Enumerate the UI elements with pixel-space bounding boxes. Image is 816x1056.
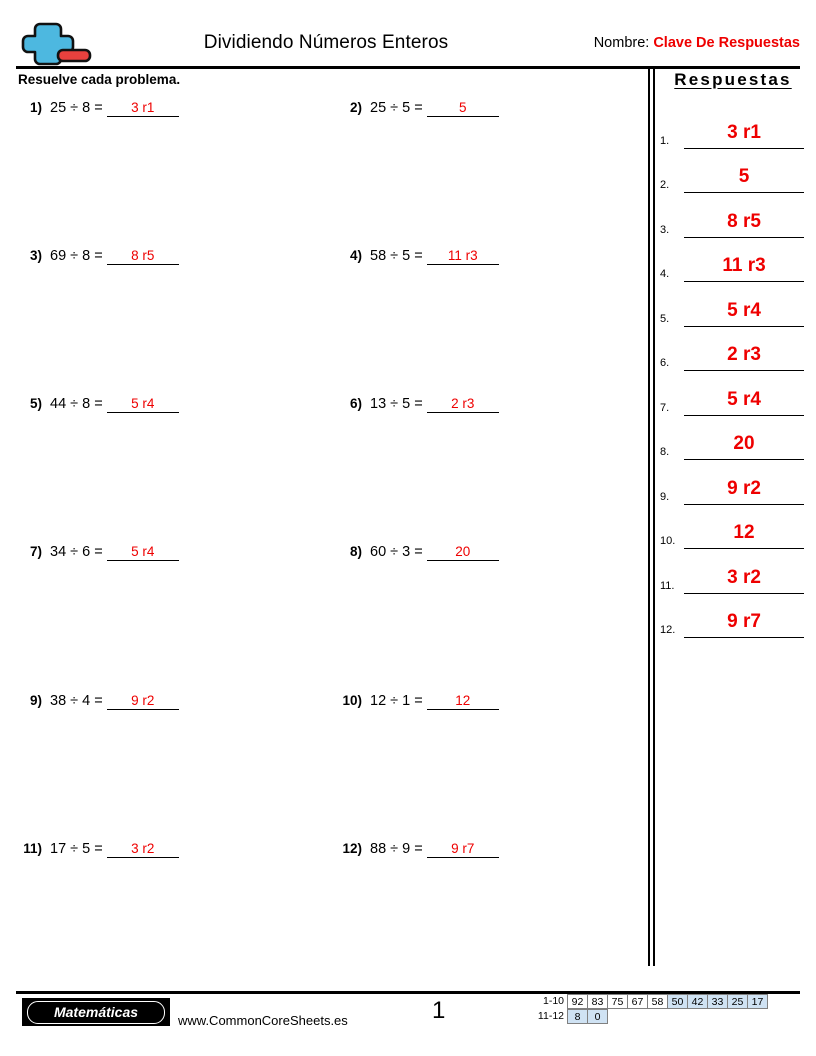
problem-expression: 69 ÷ 8 = <box>50 248 103 264</box>
problem-answer-blank[interactable]: 2 r3 <box>427 396 499 413</box>
problem-item <box>16 396 179 413</box>
problem-expression: 88 ÷ 9 = <box>370 841 423 857</box>
problem-item <box>16 693 179 710</box>
score-cell: 42 <box>687 994 708 1009</box>
plus-minus-math-logo-icon <box>18 18 98 66</box>
score-cell: 67 <box>627 994 648 1009</box>
problem-answer-blank[interactable]: 3 r1 <box>107 100 179 117</box>
problem-item <box>336 693 499 710</box>
answer-row <box>660 371 804 416</box>
answer-row-index: 1. <box>660 134 670 147</box>
problem-answer-blank[interactable]: 9 r2 <box>107 693 179 710</box>
brand-logo <box>22 998 170 1026</box>
answer-row <box>660 460 804 505</box>
problem-answer-blank[interactable]: 3 r2 <box>107 841 179 858</box>
score-row-cells <box>568 1009 608 1024</box>
score-cell: 17 <box>747 994 768 1009</box>
problem-number: 3) <box>29 248 42 263</box>
answer-row-value[interactable]: 2 r3 <box>684 340 804 371</box>
problem-item <box>16 100 179 117</box>
score-cell: 83 <box>587 994 608 1009</box>
answer-row-value[interactable]: 3 r2 <box>684 563 804 594</box>
problem-expression: 25 ÷ 5 = <box>370 100 423 116</box>
problem-expression: 44 ÷ 8 = <box>50 396 103 412</box>
problem-expression: 25 ÷ 8 = <box>50 100 103 116</box>
answer-row <box>660 149 804 194</box>
score-table <box>528 994 768 1024</box>
problem-expression: 12 ÷ 1 = <box>370 693 423 709</box>
problem-answer-blank[interactable]: 12 <box>427 693 499 710</box>
problem-expression: 38 ÷ 4 = <box>50 693 103 709</box>
problem-item <box>16 841 179 858</box>
problem-answer-blank[interactable]: 5 r4 <box>107 396 179 413</box>
answer-row-value[interactable]: 5 r4 <box>684 296 804 327</box>
answer-row-index: 10. <box>660 535 676 547</box>
problem-number: 1) <box>29 100 42 115</box>
answers-panel <box>660 70 804 638</box>
answer-column-divider <box>648 66 655 966</box>
problem-item <box>336 100 499 117</box>
answer-row-index: 11. <box>660 579 675 592</box>
problem-number: 9) <box>29 693 42 708</box>
problem-number: 8) <box>349 544 362 559</box>
instructions-text: Resuelve cada problema. <box>18 72 181 87</box>
problem-answer-blank[interactable]: 5 <box>427 100 499 117</box>
answers-panel-title: Respuestas <box>674 70 792 89</box>
score-row-cells <box>568 994 768 1009</box>
answer-row-index: 5. <box>660 312 670 325</box>
page-title: Dividiendo Números Enteros <box>203 32 449 53</box>
problem-number: 5) <box>29 396 42 411</box>
problem-answer-blank[interactable]: 9 r7 <box>427 841 499 858</box>
answer-row <box>660 594 804 639</box>
score-cell: 50 <box>667 994 688 1009</box>
answer-row-index: 6. <box>660 357 670 369</box>
score-cell: 58 <box>647 994 668 1009</box>
problem-number: 11) <box>23 841 42 856</box>
answer-row-index: 8. <box>660 446 670 458</box>
answer-row <box>660 193 804 238</box>
answer-row-value[interactable]: 20 <box>684 429 804 460</box>
problem-expression: 17 ÷ 5 = <box>50 841 103 857</box>
name-value: Clave De Respuestas <box>653 35 800 51</box>
answer-row <box>660 238 804 283</box>
problem-item <box>16 544 179 561</box>
problem-item <box>16 248 179 265</box>
answer-row-index: 4. <box>660 268 670 280</box>
score-cell: 0 <box>587 1009 608 1024</box>
score-row-label: 1-10 <box>542 995 564 1007</box>
name-label: Nombre: <box>593 35 650 51</box>
problem-item <box>336 544 499 561</box>
name-field-block <box>594 35 800 51</box>
answer-row <box>660 549 804 594</box>
problem-answer-blank[interactable]: 8 r5 <box>107 248 179 265</box>
answer-row-value[interactable]: 5 r4 <box>684 385 804 416</box>
problem-answer-blank[interactable]: 11 r3 <box>427 248 499 265</box>
problem-item <box>336 841 499 858</box>
answer-row-index: 9. <box>660 490 670 503</box>
answer-row-value[interactable]: 5 <box>684 162 804 193</box>
problem-answer-blank[interactable]: 5 r4 <box>107 544 179 561</box>
answers-list <box>660 104 804 638</box>
problem-number: 2) <box>349 100 362 115</box>
score-row-label: 11-12 <box>537 1010 564 1022</box>
answer-row-value[interactable]: 11 r3 <box>684 251 804 282</box>
score-cell: 75 <box>607 994 628 1009</box>
answer-row-value[interactable]: 12 <box>684 518 804 549</box>
problem-answer-blank[interactable]: 20 <box>427 544 499 561</box>
score-table-row <box>528 1009 768 1024</box>
problem-number: 4) <box>349 248 362 263</box>
answer-row-value[interactable]: 3 r1 <box>684 118 804 149</box>
answer-row <box>660 282 804 327</box>
answer-row <box>660 505 804 550</box>
problem-expression: 34 ÷ 6 = <box>50 544 103 560</box>
brand-logo-label: Matemáticas <box>27 1001 165 1024</box>
answer-row-index: 7. <box>660 401 670 414</box>
divider-line-left <box>648 66 650 966</box>
answer-row-value[interactable]: 9 r7 <box>684 607 804 638</box>
score-cell: 25 <box>727 994 748 1009</box>
answer-row-index: 2. <box>660 179 670 191</box>
score-cell: 92 <box>567 994 588 1009</box>
problem-number: 12) <box>342 841 362 856</box>
worksheet-header <box>16 16 800 68</box>
problem-number: 7) <box>29 544 42 559</box>
problem-item <box>336 248 499 265</box>
footer-url: www.CommonCoreSheets.es <box>178 1013 348 1028</box>
answer-row <box>660 416 804 461</box>
problem-item <box>336 396 499 413</box>
problem-number: 10) <box>342 693 362 708</box>
problem-expression: 13 ÷ 5 = <box>370 396 423 412</box>
answer-row-index: 12. <box>660 624 676 636</box>
answer-row <box>660 104 804 149</box>
answer-row-value[interactable]: 9 r2 <box>684 474 804 505</box>
answer-row-value[interactable]: 8 r5 <box>684 207 804 238</box>
answer-row <box>660 327 804 372</box>
problems-area <box>16 92 646 882</box>
problem-expression: 60 ÷ 3 = <box>370 544 423 560</box>
page-number: 1 <box>432 997 446 1024</box>
score-cell: 33 <box>707 994 728 1009</box>
score-cell: 8 <box>567 1009 588 1024</box>
answer-row-index: 3. <box>660 223 670 236</box>
header-divider-rule <box>16 66 800 69</box>
score-table-row <box>528 994 768 1009</box>
divider-line-right <box>653 66 655 966</box>
problem-expression: 58 ÷ 5 = <box>370 248 423 264</box>
problem-number: 6) <box>349 396 362 411</box>
